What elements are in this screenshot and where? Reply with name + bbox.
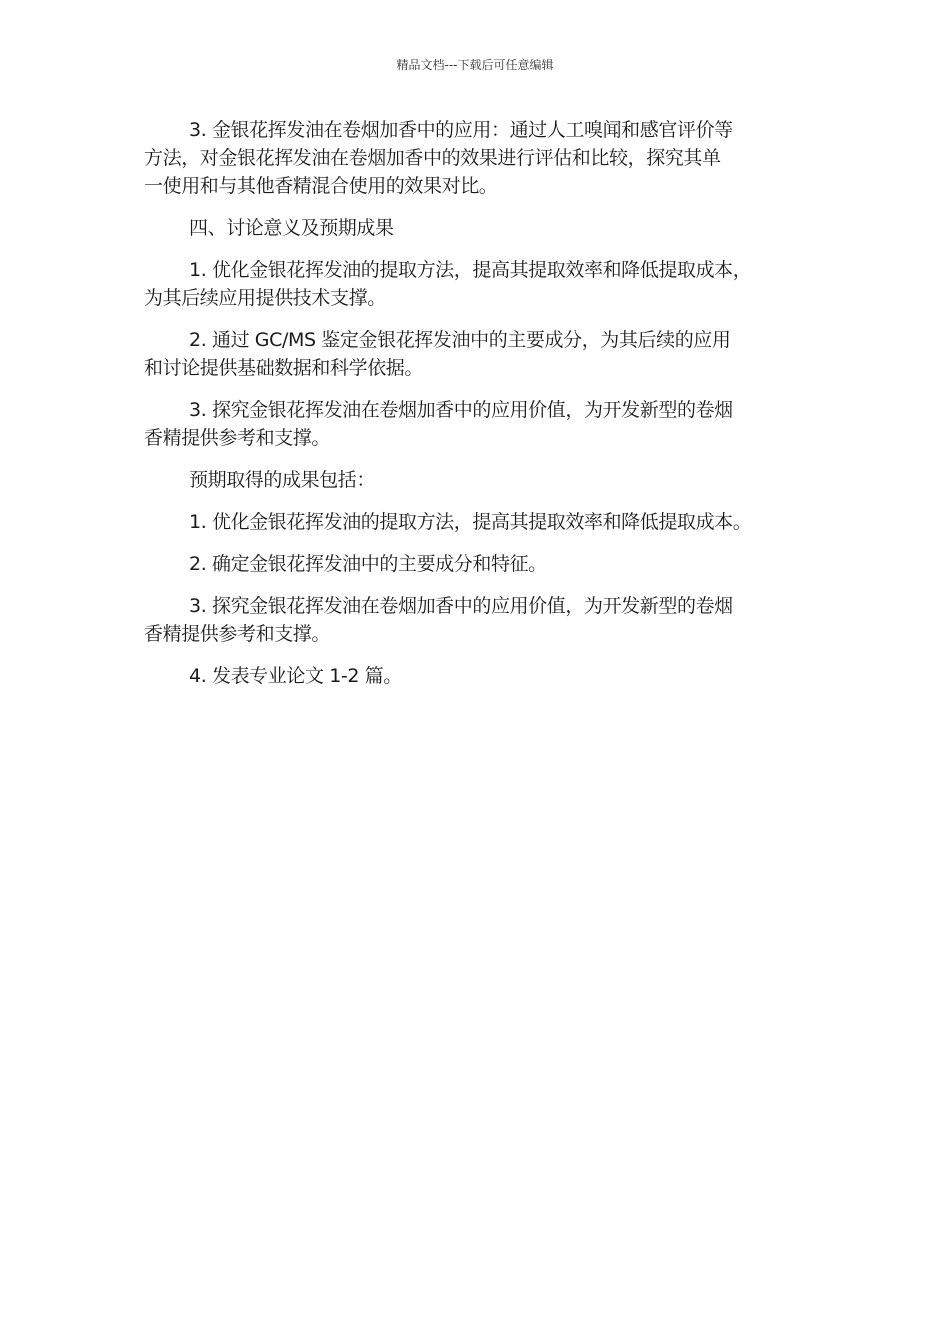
paragraph-line: 香精提供参考和支撑。 bbox=[144, 623, 331, 645]
section-heading-text: 四、讨论意义及预期成果 bbox=[189, 217, 394, 239]
paragraph-application-in-cigarettes bbox=[144, 116, 814, 200]
section-heading bbox=[144, 214, 814, 242]
paragraph-line: 香精提供参考和支撑。 bbox=[144, 427, 331, 449]
paragraph-line: 4. 发表专业论文 1-2 篇。 bbox=[189, 665, 402, 687]
paragraph-significance-3 bbox=[144, 396, 814, 452]
paragraph-line: 方法，对金银花挥发油在卷烟加香中的效果进行评估和比较，探究其单 bbox=[144, 147, 721, 169]
paragraph-line: 3. 金银花挥发油在卷烟加香中的应用：通过人工嗅闻和感官评价等 bbox=[189, 119, 733, 141]
paragraph-line: 和讨论提供基础数据和科学依据。 bbox=[144, 357, 424, 379]
paragraph-line: 1. 优化金银花挥发油的提取方法，提高其提取效率和降低提取成本， bbox=[189, 259, 752, 281]
paragraph-significance-2 bbox=[144, 326, 814, 382]
paragraph-result-3 bbox=[144, 592, 814, 648]
paragraph-line: 为其后续应用提供技术支撑。 bbox=[144, 287, 386, 309]
paragraph-line: 2. 通过 GC/MS 鉴定金银花挥发油中的主要成分，为其后续的应用 bbox=[189, 329, 731, 351]
paragraph-line: 2. 确定金银花挥发油中的主要成分和特征。 bbox=[189, 553, 547, 575]
paragraph-line: 3. 探究金银花挥发油在卷烟加香中的应用价值，为开发新型的卷烟 bbox=[189, 595, 733, 617]
paragraph-line: 一使用和与其他香精混合使用的效果对比。 bbox=[144, 175, 498, 197]
paragraph-result-1 bbox=[144, 508, 814, 536]
page-header: 精品文档---下载后可任意编辑 bbox=[396, 58, 554, 72]
document-body bbox=[144, 116, 814, 704]
paragraph-expected-results-intro bbox=[144, 466, 814, 494]
paragraph-line: 1. 优化金银花挥发油的提取方法，提高其提取效率和降低提取成本。 bbox=[189, 511, 752, 533]
paragraph-result-4 bbox=[144, 662, 814, 690]
paragraph-line: 3. 探究金银花挥发油在卷烟加香中的应用价值，为开发新型的卷烟 bbox=[189, 399, 733, 421]
paragraph-significance-1 bbox=[144, 256, 814, 312]
paragraph-result-2 bbox=[144, 550, 814, 578]
paragraph-line: 预期取得的成果包括： bbox=[189, 469, 376, 491]
